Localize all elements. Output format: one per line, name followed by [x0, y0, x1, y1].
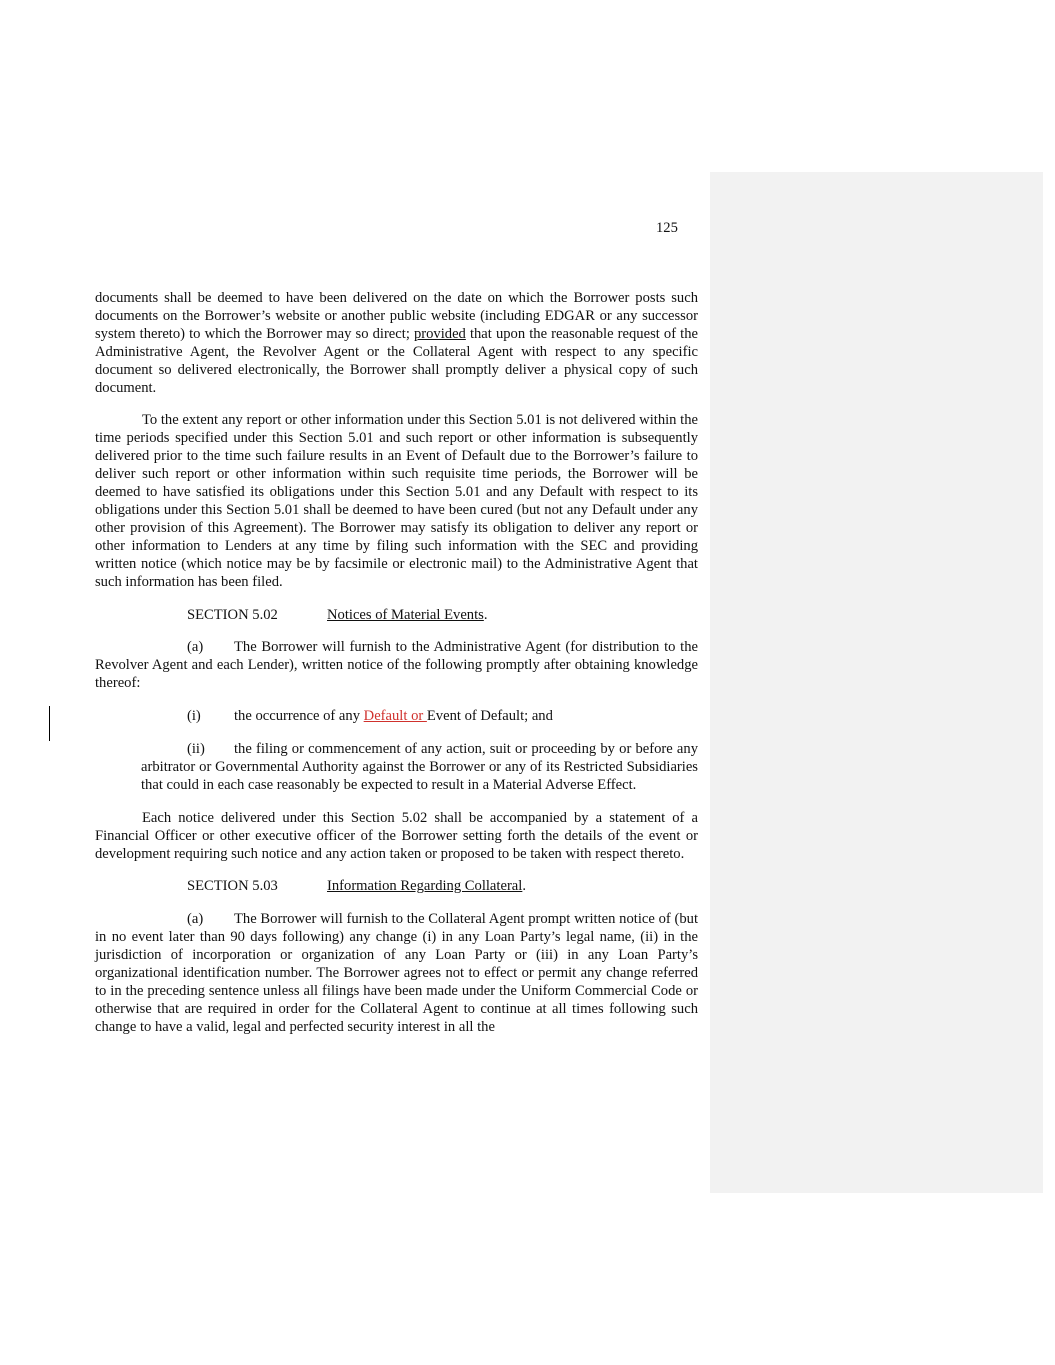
list-item-ii [95, 741, 698, 795]
change-bar [49, 706, 50, 741]
clause-marker: (a) [187, 639, 204, 656]
section-title-period: . [522, 878, 526, 895]
list-item-i [95, 708, 698, 726]
section-number: SECTION 5.03 [187, 878, 278, 895]
section-title: Information Regarding Collateral [327, 878, 523, 895]
clause-text: The Borrower will furnish to the Administrative Agent (for distribution to the Revolver Agent and each Lender), written notice of the following promptly after obtaining knowledge thereof: [95, 639, 698, 692]
item-marker: (i) [187, 708, 201, 725]
section-title: Notices of Material Events [327, 606, 484, 623]
page-number: 125 [656, 220, 678, 236]
clause-text: The Borrower will furnish to the Collateral Agent prompt written notice of (but in no event later than 90 days following) any change (i) in any Loan Party’s legal name, (ii) in the jurisdiction of incorporation or organization of any Loan Party or (iii) in any Loan Party’s organizational identification number. The Borrower agrees not to effect or permit any change referred to in the preceding sentence unless all filings have been made under the Uniform Commercial Code or otherwise that are required in order for the Collateral Agent to continue at all times following such change to have a valid, legal and perfected security interest in all the [95, 911, 698, 1035]
item-text-before: the occurrence of any [234, 708, 364, 725]
paragraph-5-03-a [95, 911, 698, 1036]
paragraph-notice-statement: Each notice delivered under this Section 5.02 shall be accompanied by a statement of a Financial Officer or other executive officer of the Borrower setting forth the details of the event or development requiring such notice and any action taken or proposed to be taken with respect thereto. [95, 809, 698, 862]
paragraph-delivery-text-1: documents shall be deemed to have been delivered on the date on which the Borrower posts such documents on the Borrower’s website or another public website (including EDGAR or any successor system thereto) to which the Borrower may so direct; [95, 290, 698, 342]
item-marker: (ii) [187, 741, 205, 758]
section-title-period: . [483, 606, 488, 623]
paragraph-delivery-text-2: that upon the reasonable request of the Administrative Agent, the Revolver Agent or the Collateral Agent with respect to any specific document so delivered electronically, the Borrower shall promptly deliver a physical copy of such document. [95, 325, 698, 396]
item-text: the filing or commencement of any action, suit or proceeding by or before any arbitrator or Governmental Authority against the Borrower or any of its Restricted Subsidiaries that could in each case reasonably be expected to result in a Material Adverse Effect. [141, 741, 698, 793]
provided-term: provided [413, 325, 466, 342]
item-text-after: Event of Default; and [426, 708, 553, 725]
section-heading-5-03 [95, 878, 698, 896]
tracked-insertion[interactable]: Default or [363, 708, 427, 725]
document-body [95, 290, 698, 1052]
section-number: SECTION 5.02 [187, 606, 278, 623]
paragraph-5-02-a [95, 639, 698, 693]
clause-marker: (a) [187, 911, 204, 928]
comment-pane [710, 172, 1043, 1193]
paragraph-delivery [95, 290, 698, 397]
section-heading-5-02 [95, 607, 698, 625]
paragraph-late-delivery: To the extent any report or other information under this Section 5.01 is not delivered within the time periods specified under this Section 5.01 and such report or other information is subsequently delivered prior to the time such failure results in an Event of Default due to the Borrower’s failure to deliver such report or other information within such requisite time periods, the Borrower will be deemed to have satisfied its obligations under this Section 5.01 and any Default with respect to its obligations under this Section 5.01 shall be deemed to have been cured (but not any Default under any other provision of this Agreement). The Borrower may satisfy its obligation to deliver any report or other information to Lenders at any time by filing such information with the SEC and providing written notice (which notice may be by facsimile or electronic mail) to the Administrative Agent that such information has been filed. [95, 412, 698, 590]
